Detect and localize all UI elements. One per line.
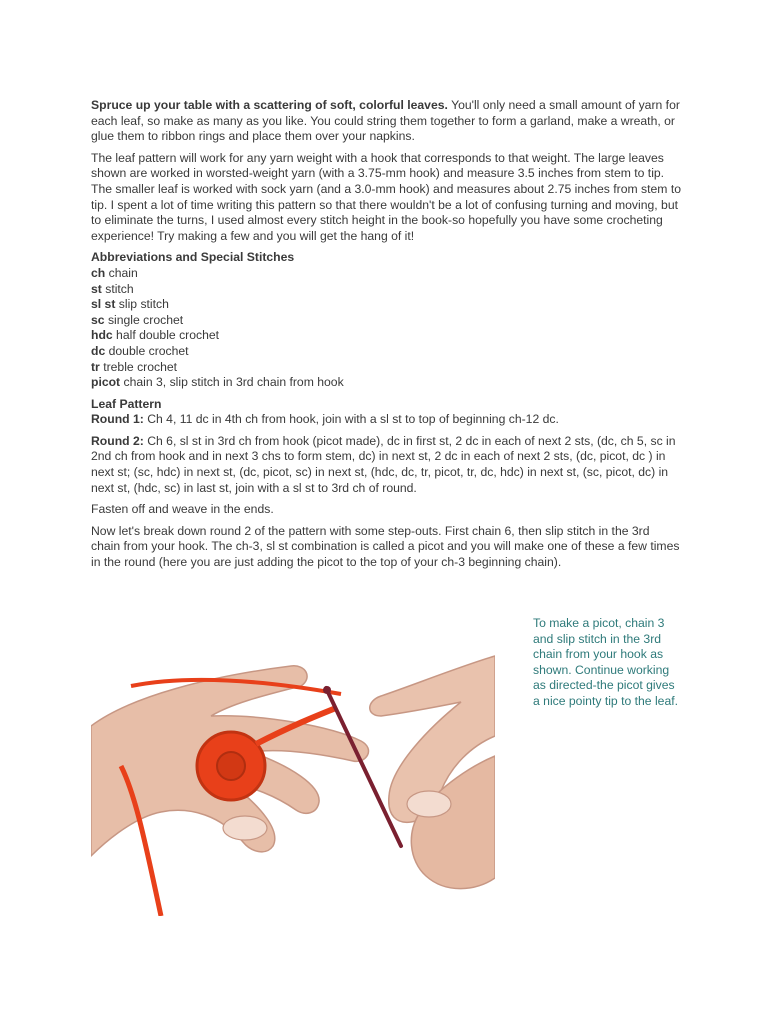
- abbreviations-heading: Abbreviations and Special Stitches: [91, 250, 295, 265]
- stepout-paragraph: Now let's break down round 2 of the pattern with some step-outs. First chain 6, then slip stitch in the 3rd chain from your hook. The ch-3, sl st combination is called a picot and you will make one of these a few times in the round (here you are just adding the picot to the top of your ch-3 beginning chain).: [91, 523, 680, 570]
- abbr-item: dc double crochet: [91, 343, 189, 358]
- abbr-item: tr treble crochet: [91, 359, 178, 374]
- abbr-item: ch chain: [91, 265, 138, 280]
- round-2: Round 2: Ch 6, sl st in 3rd ch from hook (picot made), dc in first st, 2 dc in each of next 2 sts, (dc, ch 5, sc in 2nd ch from hook and in next 3 chs to form stem, dc) in next st, 2 dc in each of next 2 sts, (dc, picot, dc ) in next st; (sc, hdc) in next st, (dc, picot, sc) in next st, (hdc, dc, tr, picot, tr, dc, hdc) in next st, (sc, picot, dc) in next st, (hdc, sc) in last st, join with a sl st to 3rd ch of round.: [91, 433, 676, 495]
- intro-lead: Spruce up your table with a scattering of soft, colorful leaves.: [91, 98, 448, 112]
- photo-caption: To make a picot, chain 3 and slip stitch in the 3rd chain from your hook as shown. Continue working as directed-the picot gives a nice pointy tip to the leaf.: [533, 616, 678, 708]
- abbr-item: sl st slip stitch: [91, 297, 169, 312]
- hands-crochet-illustration: [91, 616, 495, 916]
- yarn-weight-paragraph: The leaf pattern will work for any yarn weight with a hook that corresponds to that weight. The large leaves shown are worked in worsted-weight yarn (with a 3.75-mm hook) and measure 3.5 inches from stem to tip. The smaller leaf is worked with sock yarn (and a 3.0-mm hook) and measures about 2.75 inches from stem to tip. I spent a lot of time writing this pattern so that there wouldn't be a lot of confusing turning and moving, but to eliminate the turns, I used almost every stitch height in the book-so hopefully you have some crocheting experience! Try making a few and you will get the hang of it!: [91, 150, 681, 243]
- abbr-item: hdc half double crochet: [91, 328, 220, 343]
- leaf-pattern-heading: Leaf Pattern: [91, 396, 162, 411]
- abbr-item: picot chain 3, slip stitch in 3rd chain from hook: [91, 375, 344, 390]
- fasten-paragraph: Fasten off and weave in the ends.: [91, 502, 274, 517]
- picot-photo: [91, 616, 495, 916]
- abbr-item: sc single crochet: [91, 312, 184, 327]
- leaf-pattern-section: [91, 397, 681, 497]
- abbreviations-section: [91, 250, 681, 390]
- article-body: [91, 98, 681, 577]
- round-1: Round 1: Ch 4, 11 dc in 4th ch from hook, join with a sl st to top of beginning ch-12 dc.: [91, 412, 559, 427]
- intro-paragraph: [91, 98, 681, 145]
- abbr-item: st stitch: [91, 281, 134, 296]
- intro-text: You'll only need a small amount of yarn for each leaf, so make as many as you like. You could string them together to form a garland, make a wreath, or glue them to ribbon rings and place them over your napkins.: [91, 98, 680, 144]
